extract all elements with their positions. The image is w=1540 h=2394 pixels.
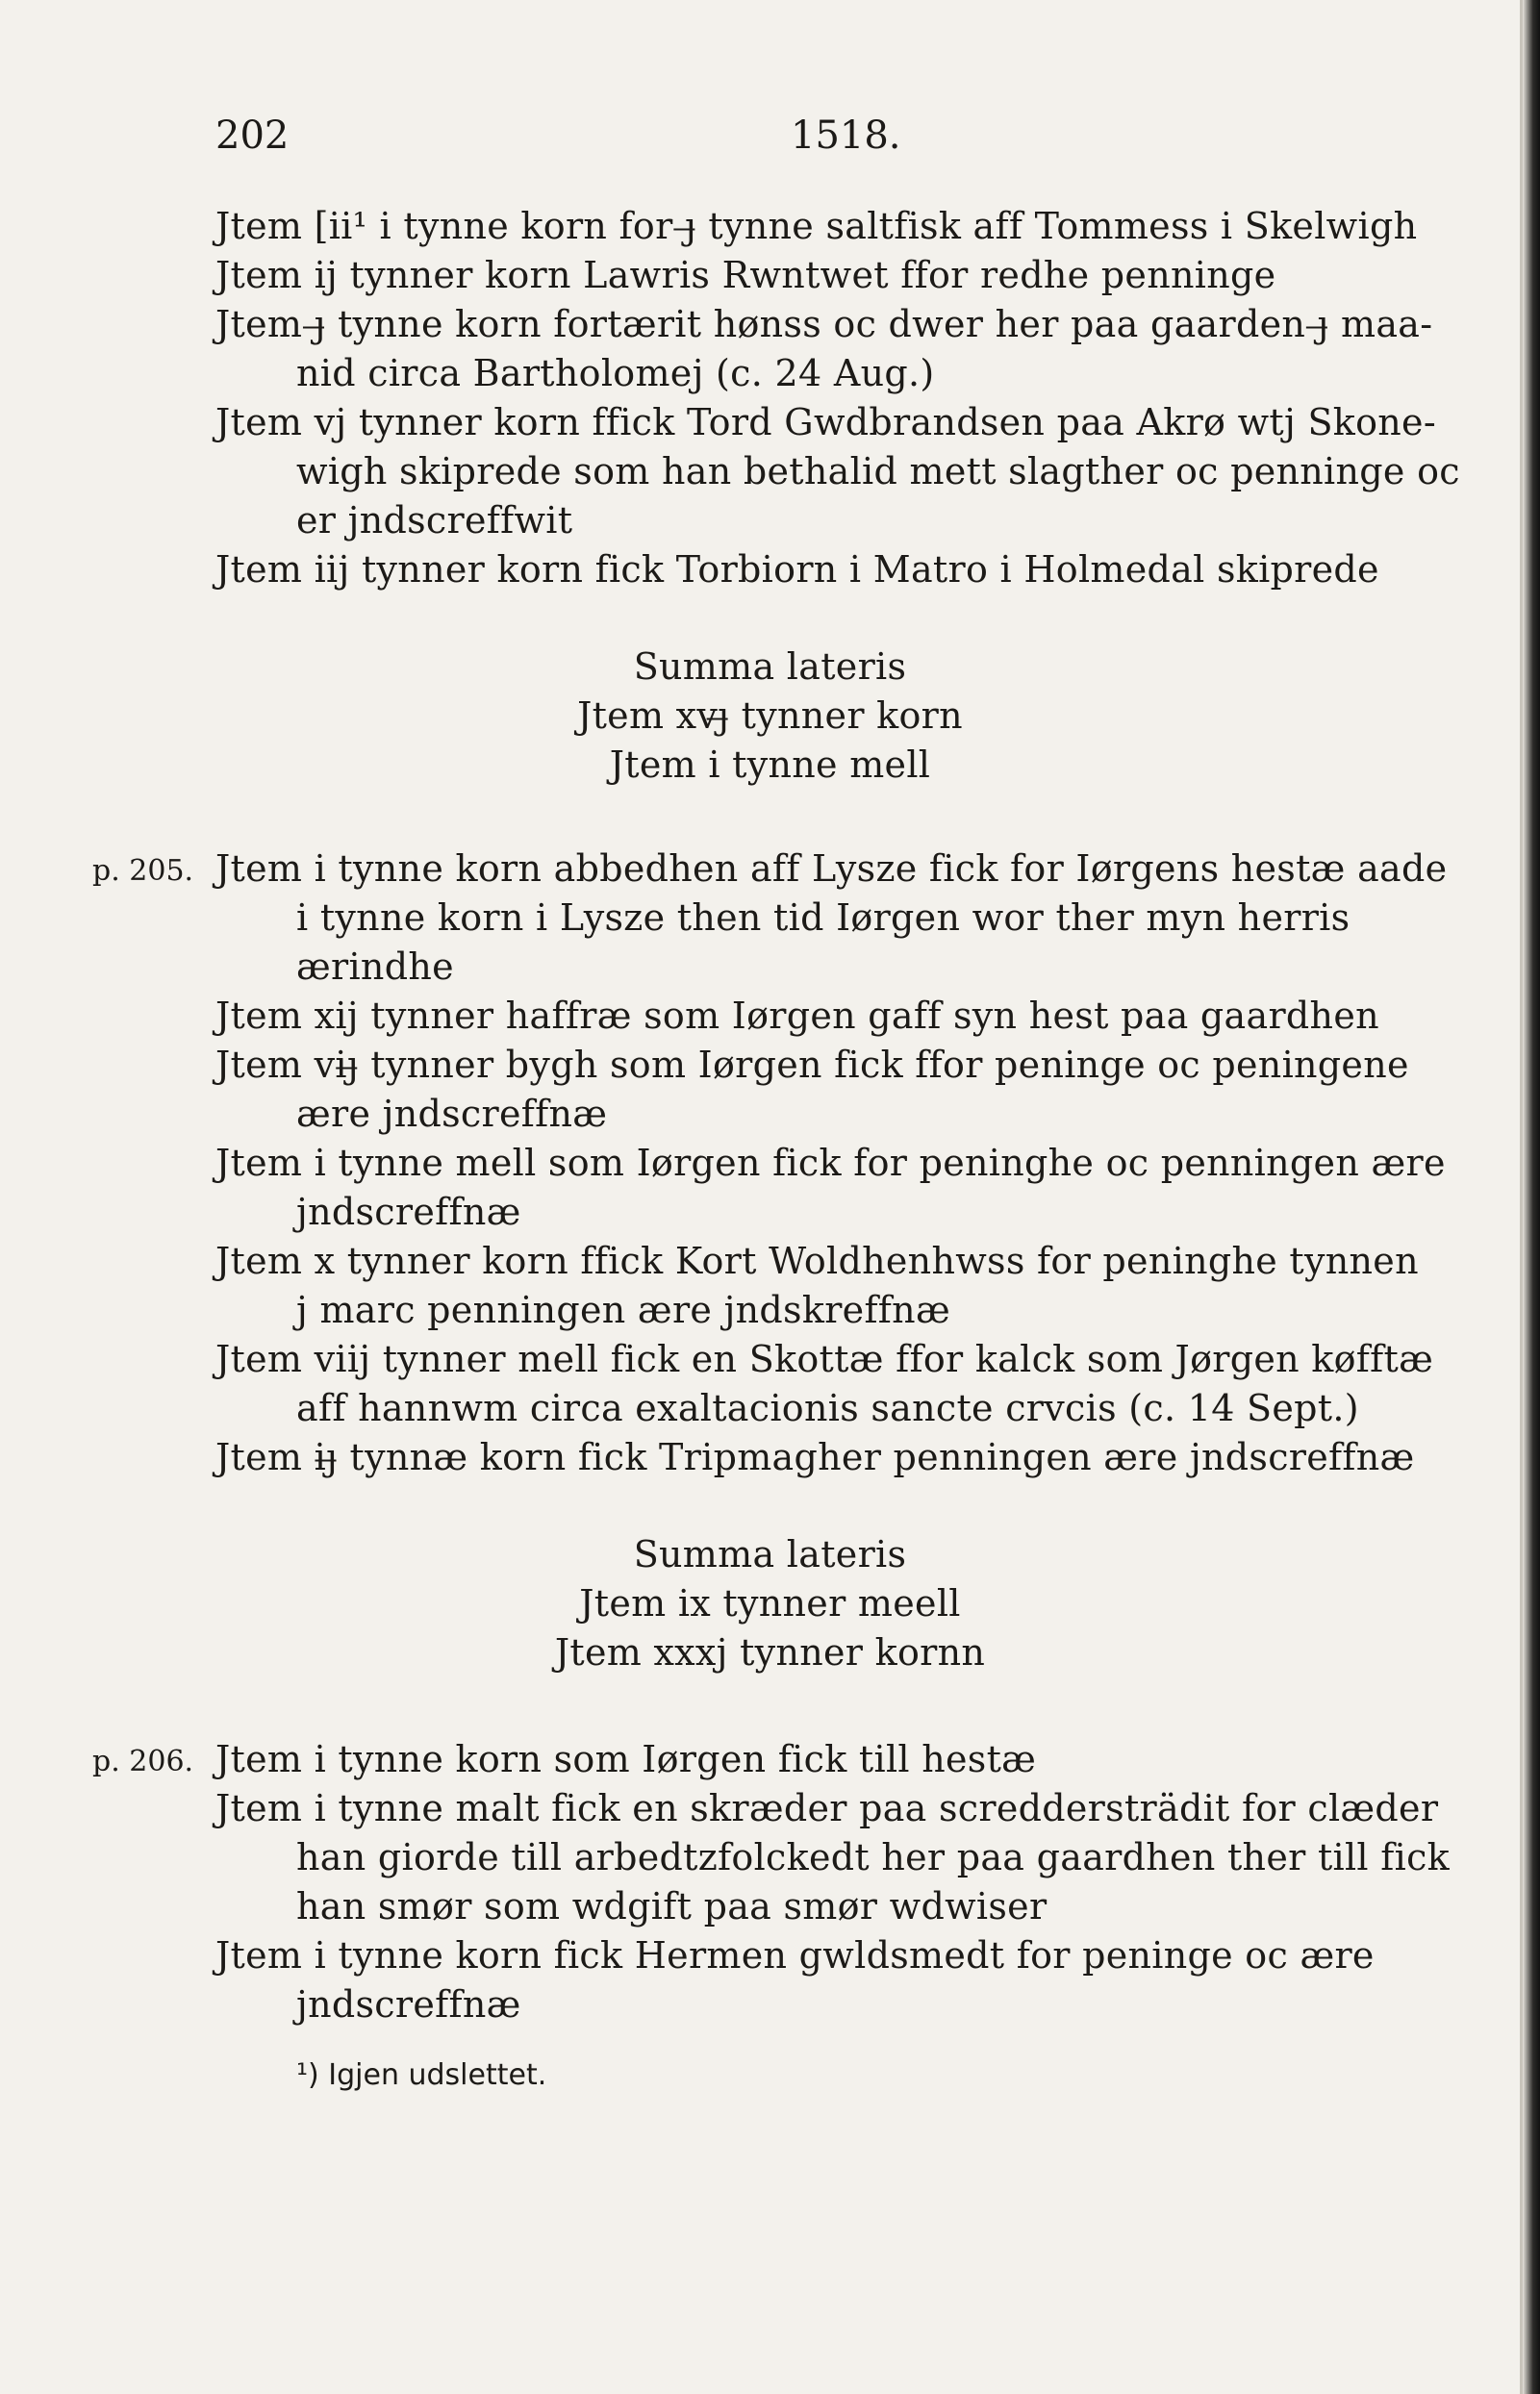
text-line: Jtem i tynne mell som Iørgen fick for peninghe oc penningen ære (215, 1142, 1446, 1184)
text-line: Jtem vj tynner korn ffick Tord Gwdbrandsen paa Akrø wtj Skone- (215, 401, 1436, 443)
text-line: Jtem iȷ̶ tynnæ korn fick Tripmagher penningen ære jndscreffnæ (215, 1436, 1415, 1478)
text-line: wigh skiprede som han bethalid mett slagther oc penninge oc (296, 450, 1460, 492)
text-line: Jtem [ii¹ i tynne korn for ȷ̶ tynne saltfisk aff Tommess i Skelwigh (215, 205, 1418, 247)
page-year: 1518. (791, 113, 901, 158)
text-line: aff hannwm circa exaltacionis sancte crvcis (c. 14 Sept.) (296, 1387, 1359, 1429)
margin-page-ref: p. 205. (92, 854, 194, 888)
text-line: han giorde till arbedtzfolckedt her paa gaardhen ther till fick (296, 1836, 1450, 1878)
summa-title: Summa lateris (633, 645, 907, 688)
summa-line: Jtem xxxj tynner kornn (554, 1631, 986, 1674)
text-line: Jtem i tynne korn abbedhen aff Lysze fick for Iørgens hestæ aade (215, 847, 1448, 890)
footnote: ¹) Igjen udslettet. (296, 2058, 547, 2092)
page-binding-edge (1523, 0, 1540, 2394)
text-line: han smør som wdgift paa smør wdwiser (296, 1885, 1048, 1928)
text-line: ære jndscreffnæ (296, 1093, 608, 1135)
text-line: Jtem viȷ̶ tynner bygh som Iørgen fick ffor peninge oc peningene (215, 1044, 1409, 1086)
margin-page-ref: p. 206. (92, 1745, 194, 1778)
text-line: jndscreffnæ (296, 1191, 521, 1233)
summa-line: Jtem xvȷ̶ tynner korn (577, 694, 963, 737)
text-line: Jtem i tynne korn som Iørgen fick till hestæ (215, 1738, 1037, 1780)
text-line: Jtem iij tynner korn fick Torbiorn i Matro i Holmedal skiprede (215, 548, 1379, 591)
text-line: Jtem i tynne malt fick en skræder paa screddersträdit for clæder (215, 1787, 1439, 1829)
summa-title: Summa lateris (633, 1533, 907, 1575)
text-line: j marc penningen ære jndskreffnæ (296, 1289, 950, 1331)
summa-line: Jtem ix tynner meell (579, 1582, 961, 1625)
text-line: Jtem i tynne korn fick Hermen gwldsmedt for peninge oc ære (215, 1934, 1375, 1977)
text-line: ærindhe (296, 945, 454, 988)
text-line: i tynne korn i Lysze then tid Iørgen wor ther myn herris (296, 896, 1351, 939)
text-line: Jtem xij tynner haffræ som Iørgen gaff syn hest paa gaardhen (215, 995, 1379, 1037)
text-line: nid circa Bartholomej (c. 24 Aug.) (296, 352, 935, 394)
text-line: Jtem x tynner korn ffick Kort Woldhenhwss for peninghe tynnen (215, 1240, 1419, 1282)
text-line: jndscreffnæ (296, 1983, 521, 2026)
text-line: Jtem ȷ̶ tynne korn fortærit hønss oc dwer her paa gaarden ȷ̶ maa- (215, 303, 1433, 345)
text-line: Jtem viij tynner mell fick en Skottæ ffor kalck som Jørgen køfftæ (215, 1338, 1434, 1380)
text-line: er jndscreffwit (296, 499, 573, 542)
page-number: 202 (215, 113, 290, 158)
summa-line: Jtem i tynne mell (609, 743, 931, 786)
text-line: Jtem ij tynner korn Lawris Rwntwet ffor redhe penninge (215, 254, 1276, 296)
